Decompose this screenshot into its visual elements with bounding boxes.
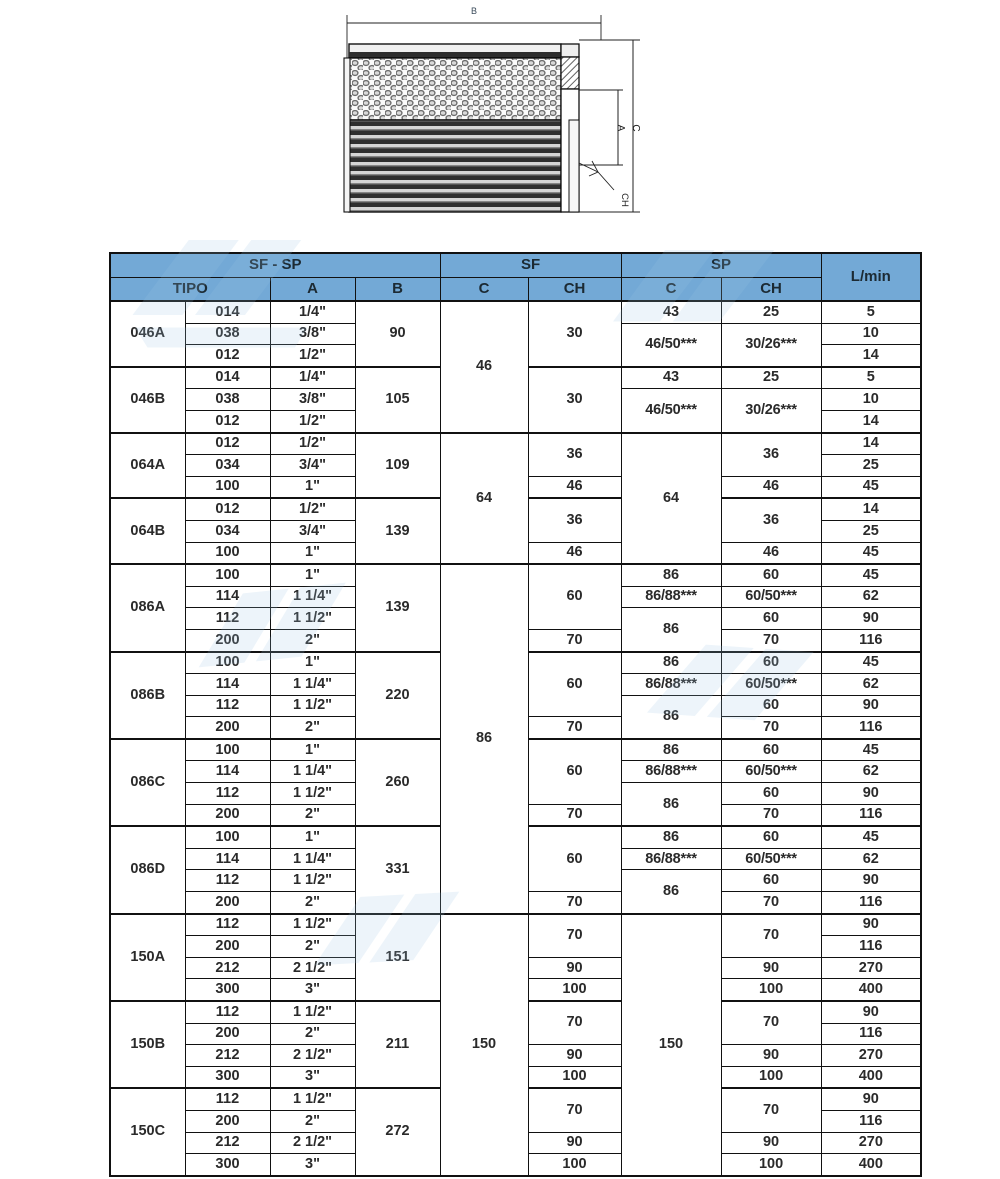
cell-b: 331 — [355, 826, 440, 913]
cell-b: 105 — [355, 367, 440, 433]
cell-lmin: 45 — [821, 652, 921, 674]
cell-sf-ch: 70 — [528, 804, 621, 826]
cell-sp-ch: 46 — [721, 476, 821, 498]
cell-code: 012 — [185, 433, 270, 455]
cell-sp-ch: 70 — [721, 1088, 821, 1132]
dimension-b-label: B — [470, 6, 478, 16]
cell-lmin: 400 — [821, 1066, 921, 1088]
cell-sf-ch: 36 — [528, 498, 621, 542]
cell-sf-ch: 30 — [528, 367, 621, 433]
cell-tipo: 086B — [110, 652, 185, 739]
table-body — [110, 301, 921, 1176]
cell-a: 1" — [270, 542, 355, 564]
cell-sp-c: 86 — [621, 870, 721, 914]
cell-sf-ch: 70 — [528, 1088, 621, 1132]
cell-tipo: 086D — [110, 826, 185, 913]
cell-code: 200 — [185, 892, 270, 914]
cell-sf-ch: 46 — [528, 542, 621, 564]
cell-code: 114 — [185, 761, 270, 783]
cell-sf-ch: 60 — [528, 739, 621, 804]
cell-sp-ch: 60 — [721, 608, 821, 630]
cell-code: 212 — [185, 957, 270, 979]
dimension-a-label: A — [615, 124, 626, 132]
cell-sp-ch: 60/50*** — [721, 674, 821, 696]
cell-tipo: 150C — [110, 1088, 185, 1175]
cell-code: 100 — [185, 476, 270, 498]
threaded-head — [561, 44, 579, 212]
cell-lmin: 270 — [821, 1132, 921, 1154]
cell-sp-ch: 90 — [721, 957, 821, 979]
cell-b: 90 — [355, 301, 440, 367]
cell-code: 112 — [185, 914, 270, 936]
cell-a: 1" — [270, 476, 355, 498]
cell-a: 1 1/2" — [270, 914, 355, 936]
cell-lmin: 116 — [821, 1110, 921, 1132]
filter-cartridge-cross-section-svg — [330, 0, 670, 232]
cell-lmin: 14 — [821, 433, 921, 455]
cell-code: 034 — [185, 455, 270, 477]
cell-lmin: 45 — [821, 476, 921, 498]
cell-lmin: 90 — [821, 608, 921, 630]
cell-code: 012 — [185, 410, 270, 432]
cell-sp-c: 86 — [621, 608, 721, 652]
cell-sp-c: 86 — [621, 564, 721, 586]
cell-a: 2" — [270, 717, 355, 739]
cell-lmin: 90 — [821, 870, 921, 892]
cell-lmin: 116 — [821, 804, 921, 826]
cell-lmin: 90 — [821, 783, 921, 805]
cell-tipo: 064A — [110, 433, 185, 499]
cell-sf-ch: 30 — [528, 301, 621, 367]
cell-code: 112 — [185, 608, 270, 630]
cell-a: 1/4" — [270, 301, 355, 323]
cell-a: 1 1/4" — [270, 586, 355, 608]
cell-a: 1" — [270, 739, 355, 761]
cell-b: 272 — [355, 1088, 440, 1175]
cell-lmin: 62 — [821, 586, 921, 608]
cell-sp-c: 86 — [621, 783, 721, 827]
cell-a: 1" — [270, 826, 355, 848]
cell-sf-c: 86 — [440, 564, 528, 914]
cell-sp-c: 86/88*** — [621, 674, 721, 696]
cell-code: 012 — [185, 498, 270, 520]
cell-code: 212 — [185, 1132, 270, 1154]
cell-code: 034 — [185, 520, 270, 542]
cell-code: 100 — [185, 542, 270, 564]
cell-code: 112 — [185, 1001, 270, 1023]
cell-sp-c: 86/88*** — [621, 586, 721, 608]
cell-sp-ch: 90 — [721, 1132, 821, 1154]
cell-a: 2" — [270, 1023, 355, 1045]
cell-lmin: 62 — [821, 674, 921, 696]
header-tipo: TIPO — [110, 277, 270, 301]
cell-code: 100 — [185, 826, 270, 848]
cell-sf-ch: 70 — [528, 892, 621, 914]
cell-sp-ch: 60 — [721, 564, 821, 586]
cell-sp-c: 43 — [621, 367, 721, 389]
table-row — [110, 301, 921, 323]
cell-sp-ch: 60/50*** — [721, 848, 821, 870]
cell-sp-ch: 60 — [721, 783, 821, 805]
cell-tipo: 150B — [110, 1001, 185, 1088]
cell-sp-ch: 46 — [721, 542, 821, 564]
cell-code: 100 — [185, 652, 270, 674]
cell-a: 2" — [270, 892, 355, 914]
cell-sf-ch: 70 — [528, 717, 621, 739]
cell-sp-c: 64 — [621, 433, 721, 565]
header-flow: L/min — [821, 253, 921, 301]
cell-sp-ch: 30/26*** — [721, 389, 821, 433]
cell-sp-ch: 70 — [721, 629, 821, 651]
cell-a: 2" — [270, 936, 355, 958]
cell-sf-ch: 100 — [528, 1154, 621, 1176]
cell-sf-ch: 70 — [528, 914, 621, 958]
cell-sp-ch: 70 — [721, 1001, 821, 1045]
cell-code: 300 — [185, 1066, 270, 1088]
header-a: A — [270, 277, 355, 301]
cell-sf-ch: 100 — [528, 979, 621, 1001]
cell-a: 1/4" — [270, 367, 355, 389]
cell-lmin: 14 — [821, 345, 921, 367]
cell-code: 038 — [185, 389, 270, 411]
table-header — [110, 253, 921, 301]
cell-lmin: 14 — [821, 410, 921, 432]
cell-a: 1 1/2" — [270, 1001, 355, 1023]
cell-sf-ch: 60 — [528, 564, 621, 629]
cell-tipo: 064B — [110, 498, 185, 564]
header-group-sf-sp: SF - SP — [110, 253, 440, 277]
cell-lmin: 10 — [821, 389, 921, 411]
cell-a: 1/2" — [270, 498, 355, 520]
cell-code: 112 — [185, 695, 270, 717]
cell-sp-ch: 70 — [721, 892, 821, 914]
cell-code: 200 — [185, 717, 270, 739]
cell-a: 3/4" — [270, 455, 355, 477]
cell-a: 1 1/2" — [270, 695, 355, 717]
cell-lmin: 116 — [821, 936, 921, 958]
cell-sp-ch: 100 — [721, 1066, 821, 1088]
cell-sp-ch: 60 — [721, 826, 821, 848]
cartridge-body — [344, 44, 561, 212]
dimension-ch-label: CH — [619, 193, 630, 207]
cell-lmin: 400 — [821, 1154, 921, 1176]
cell-lmin: 90 — [821, 1001, 921, 1023]
header-column-row — [110, 277, 921, 301]
cell-sf-ch: 60 — [528, 826, 621, 891]
cell-sp-ch: 100 — [721, 979, 821, 1001]
cell-sp-ch: 60 — [721, 739, 821, 761]
dimension-c-label: C — [630, 124, 641, 132]
cell-sp-c: 46/50*** — [621, 323, 721, 367]
cell-b: 139 — [355, 498, 440, 564]
cell-a: 3" — [270, 1066, 355, 1088]
cell-a: 1 1/2" — [270, 870, 355, 892]
cell-code: 100 — [185, 739, 270, 761]
cell-lmin: 116 — [821, 629, 921, 651]
table-row — [110, 914, 921, 936]
cell-code: 014 — [185, 301, 270, 323]
cell-a: 1" — [270, 564, 355, 586]
cell-sp-ch: 60 — [721, 695, 821, 717]
technical-drawing — [0, 0, 1000, 232]
cell-code: 114 — [185, 586, 270, 608]
dimension-ch — [579, 161, 630, 207]
cell-a: 1 1/4" — [270, 674, 355, 696]
cell-a: 1/2" — [270, 345, 355, 367]
cell-sf-c: 150 — [440, 914, 528, 1176]
header-sp-c: C — [621, 277, 721, 301]
cell-b: 260 — [355, 739, 440, 826]
cell-code: 112 — [185, 1088, 270, 1110]
cell-a: 2" — [270, 804, 355, 826]
cell-sf-ch: 70 — [528, 629, 621, 651]
cell-sp-c: 86 — [621, 652, 721, 674]
cell-sf-ch: 60 — [528, 652, 621, 717]
cell-a: 2 1/2" — [270, 957, 355, 979]
cell-lmin: 270 — [821, 1045, 921, 1067]
cell-tipo: 046A — [110, 301, 185, 367]
cell-sp-ch: 30/26*** — [721, 323, 821, 367]
cell-lmin: 116 — [821, 892, 921, 914]
cell-b: 139 — [355, 564, 440, 651]
specification-table-wrapper — [109, 252, 920, 1177]
cell-lmin: 270 — [821, 957, 921, 979]
cell-a: 1 1/4" — [270, 761, 355, 783]
cell-lmin: 5 — [821, 367, 921, 389]
cell-sf-c: 64 — [440, 433, 528, 565]
header-b: B — [355, 277, 440, 301]
cell-lmin: 25 — [821, 455, 921, 477]
dimension-c — [579, 40, 641, 212]
specification-table — [109, 252, 922, 1177]
cell-lmin: 62 — [821, 848, 921, 870]
cell-tipo: 046B — [110, 367, 185, 433]
cell-sp-ch: 100 — [721, 1154, 821, 1176]
cell-sp-ch: 25 — [721, 367, 821, 389]
cell-code: 100 — [185, 564, 270, 586]
cell-sf-c: 46 — [440, 301, 528, 433]
cell-sp-ch: 36 — [721, 433, 821, 477]
cell-b: 151 — [355, 914, 440, 1001]
table-row — [110, 433, 921, 455]
cell-a: 2" — [270, 1110, 355, 1132]
cell-a: 1" — [270, 652, 355, 674]
cell-sp-ch: 60 — [721, 652, 821, 674]
cell-sp-c: 86/88*** — [621, 848, 721, 870]
cell-b: 109 — [355, 433, 440, 499]
cell-a: 1 1/2" — [270, 783, 355, 805]
cell-code: 200 — [185, 1110, 270, 1132]
cell-lmin: 90 — [821, 914, 921, 936]
cell-a: 2 1/2" — [270, 1045, 355, 1067]
cell-sp-c: 86 — [621, 826, 721, 848]
cell-code: 114 — [185, 674, 270, 696]
cell-lmin: 10 — [821, 323, 921, 345]
cell-sp-ch: 36 — [721, 498, 821, 542]
cell-sf-ch: 70 — [528, 1001, 621, 1045]
cell-a: 3/8" — [270, 389, 355, 411]
cell-sp-ch: 70 — [721, 804, 821, 826]
cell-code: 114 — [185, 848, 270, 870]
cell-code: 112 — [185, 870, 270, 892]
cell-lmin: 14 — [821, 498, 921, 520]
cell-sp-c: 46/50*** — [621, 389, 721, 433]
cell-lmin: 116 — [821, 717, 921, 739]
cell-sp-ch: 70 — [721, 914, 821, 958]
cell-lmin: 45 — [821, 542, 921, 564]
cell-code: 212 — [185, 1045, 270, 1067]
cell-sp-c: 86/88*** — [621, 761, 721, 783]
cell-sf-ch: 90 — [528, 1132, 621, 1154]
cell-code: 200 — [185, 936, 270, 958]
cell-sp-ch: 60/50*** — [721, 586, 821, 608]
cell-a: 1 1/4" — [270, 848, 355, 870]
cell-sf-ch: 36 — [528, 433, 621, 477]
cell-a: 2" — [270, 629, 355, 651]
cell-b: 211 — [355, 1001, 440, 1088]
header-group-row — [110, 253, 921, 277]
cell-sp-c: 150 — [621, 914, 721, 1176]
cell-code: 300 — [185, 979, 270, 1001]
cell-code: 112 — [185, 783, 270, 805]
cell-a: 1/2" — [270, 433, 355, 455]
cell-sp-ch: 25 — [721, 301, 821, 323]
cell-b: 220 — [355, 652, 440, 739]
cell-sf-ch: 90 — [528, 957, 621, 979]
header-group-sp: SP — [621, 253, 821, 277]
header-group-sf: SF — [440, 253, 621, 277]
cell-code: 300 — [185, 1154, 270, 1176]
cell-tipo: 086A — [110, 564, 185, 651]
cell-code: 014 — [185, 367, 270, 389]
cell-sp-c: 86 — [621, 695, 721, 739]
cell-a: 2 1/2" — [270, 1132, 355, 1154]
cell-code: 038 — [185, 323, 270, 345]
cell-code: 200 — [185, 629, 270, 651]
cell-a: 3/4" — [270, 520, 355, 542]
table-row — [110, 564, 921, 586]
header-sf-ch: CH — [528, 277, 621, 301]
cell-sp-c: 43 — [621, 301, 721, 323]
cell-code: 012 — [185, 345, 270, 367]
cell-sf-ch: 46 — [528, 476, 621, 498]
cell-a: 1/2" — [270, 410, 355, 432]
cell-code: 200 — [185, 1023, 270, 1045]
cell-sp-ch: 60/50*** — [721, 761, 821, 783]
cell-lmin: 400 — [821, 979, 921, 1001]
cell-lmin: 116 — [821, 1023, 921, 1045]
cell-lmin: 45 — [821, 826, 921, 848]
dimension-a — [579, 90, 626, 165]
cell-tipo: 086C — [110, 739, 185, 826]
cell-sf-ch: 90 — [528, 1045, 621, 1067]
cell-a: 1 1/2" — [270, 1088, 355, 1110]
header-sf-c: C — [440, 277, 528, 301]
cell-sp-c: 86 — [621, 739, 721, 761]
cell-a: 1 1/2" — [270, 608, 355, 630]
cell-sp-ch: 90 — [721, 1045, 821, 1067]
cell-lmin: 62 — [821, 761, 921, 783]
cell-lmin: 45 — [821, 564, 921, 586]
cell-lmin: 25 — [821, 520, 921, 542]
cell-a: 3/8" — [270, 323, 355, 345]
cell-lmin: 90 — [821, 695, 921, 717]
cell-tipo: 150A — [110, 914, 185, 1001]
cell-sp-ch: 70 — [721, 717, 821, 739]
header-sp-ch: CH — [721, 277, 821, 301]
cell-code: 200 — [185, 804, 270, 826]
cell-lmin: 45 — [821, 739, 921, 761]
cell-a: 3" — [270, 1154, 355, 1176]
cell-a: 3" — [270, 979, 355, 1001]
cell-sp-ch: 60 — [721, 870, 821, 892]
cell-sf-ch: 100 — [528, 1066, 621, 1088]
cell-lmin: 5 — [821, 301, 921, 323]
cell-lmin: 90 — [821, 1088, 921, 1110]
